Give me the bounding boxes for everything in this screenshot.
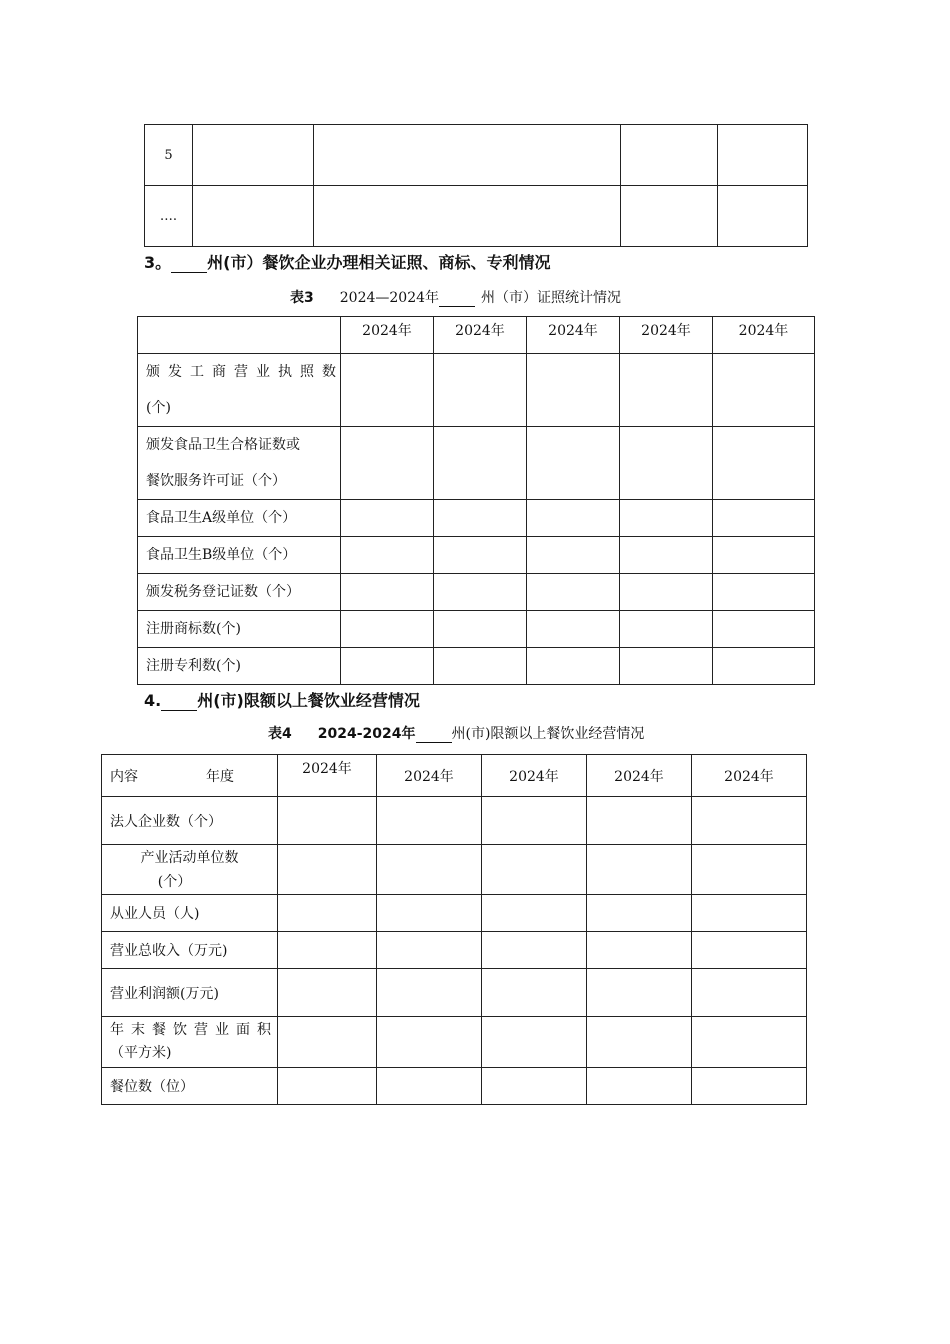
table-3-caption (290, 287, 621, 307)
table-row (145, 125, 808, 186)
row-label: 营业总收入（万元) (102, 932, 278, 969)
row-label (138, 427, 341, 500)
year-header: 2024年 (692, 755, 807, 797)
table-4 (101, 754, 807, 1105)
table-3 (137, 316, 815, 685)
header-corner (102, 755, 278, 797)
section-4-heading (144, 688, 420, 711)
year-header: 2024年 (341, 317, 434, 354)
table-cell (193, 125, 314, 186)
table-cell (621, 125, 718, 186)
row-label: 注册专利数(个) (138, 648, 341, 685)
row-label-line: (个) (146, 400, 171, 416)
table-row (138, 500, 815, 537)
row-label (102, 1017, 278, 1068)
table-cell (193, 186, 314, 247)
row-number: …. (145, 186, 193, 247)
row-label: 颁发税务登记证数（个） (138, 574, 341, 611)
fill-in-blank (171, 253, 207, 273)
row-label: 餐位数（位） (102, 1068, 278, 1105)
table-cell (314, 186, 621, 247)
year-header: 2024年 (482, 755, 587, 797)
row-label: 从业人员（人) (102, 895, 278, 932)
row-label-line: 年末餐饮营业面积 (110, 1022, 271, 1038)
row-label (138, 354, 341, 427)
year-header: 2024年 (527, 317, 620, 354)
table-title: 州（市）证照统计情况 (481, 290, 622, 306)
fill-in-blank (439, 290, 475, 307)
table-cell (718, 186, 808, 247)
row-label-line: 餐饮服务许可证（个） (146, 473, 286, 489)
years-range: 2024-2024年 (317, 726, 416, 742)
table-cell (314, 125, 621, 186)
fill-in-blank (161, 691, 197, 711)
table-row (102, 1068, 807, 1105)
row-label-line: 颁发食品卫生合格证数或 (146, 437, 300, 453)
row-label: 法人企业数（个） (102, 797, 278, 845)
table-row (102, 797, 807, 845)
table-row (102, 1017, 807, 1068)
header-year: 年度 (206, 768, 234, 785)
year-header: 2024年 (713, 317, 815, 354)
table-cell (621, 186, 718, 247)
row-label-line: 产业活动单位数 (140, 849, 239, 866)
table-row (102, 895, 807, 932)
row-number: 5 (145, 125, 193, 186)
fill-in-blank (416, 726, 452, 743)
table-row (138, 574, 815, 611)
header-content: 内容 (110, 768, 138, 785)
year-header: 2024年 (587, 755, 692, 797)
year-header: 2024年 (620, 317, 713, 354)
table-row (102, 845, 807, 895)
year-header: 2024年 (278, 755, 377, 797)
table-header-row (102, 755, 807, 797)
table-header-row (138, 317, 815, 354)
table-row (102, 969, 807, 1017)
section-3-heading (144, 250, 550, 273)
section-number: 3。 (144, 253, 172, 272)
row-label-line: （平方米) (110, 1045, 172, 1061)
row-label-line: 颁发工商营业执照数 (146, 364, 336, 380)
section-title: 州(市）餐饮企业办理相关证照、商标、专利情况 (207, 253, 551, 272)
table-row (138, 611, 815, 648)
years-range: 2024—2024年 (339, 290, 440, 306)
table-4-caption (268, 723, 644, 743)
row-label: 注册商标数(个) (138, 611, 341, 648)
row-label (102, 845, 278, 895)
table-cell (718, 125, 808, 186)
year-header: 2024年 (434, 317, 527, 354)
row-label: 营业利润额(万元) (102, 969, 278, 1017)
table-label: 表3 (290, 290, 314, 306)
table-row (145, 186, 808, 247)
table-row (138, 537, 815, 574)
row-label-line: (个） (157, 873, 192, 890)
table-label: 表4 (268, 726, 292, 742)
header-corner (138, 317, 341, 354)
year-header: 2024年 (377, 755, 482, 797)
section-title: 州(市)限额以上餐饮业经营情况 (197, 691, 420, 710)
table-row (102, 932, 807, 969)
section-number: 4. (144, 691, 162, 710)
table-row (138, 427, 815, 500)
table-row (138, 648, 815, 685)
table-row (138, 354, 815, 427)
row-label: 食品卫生A级单位（个） (138, 500, 341, 537)
table-title: 州(市)限额以上餐饮业经营情况 (451, 726, 645, 742)
row-label: 食品卫生B级单位（个） (138, 537, 341, 574)
continued-table (144, 124, 808, 247)
